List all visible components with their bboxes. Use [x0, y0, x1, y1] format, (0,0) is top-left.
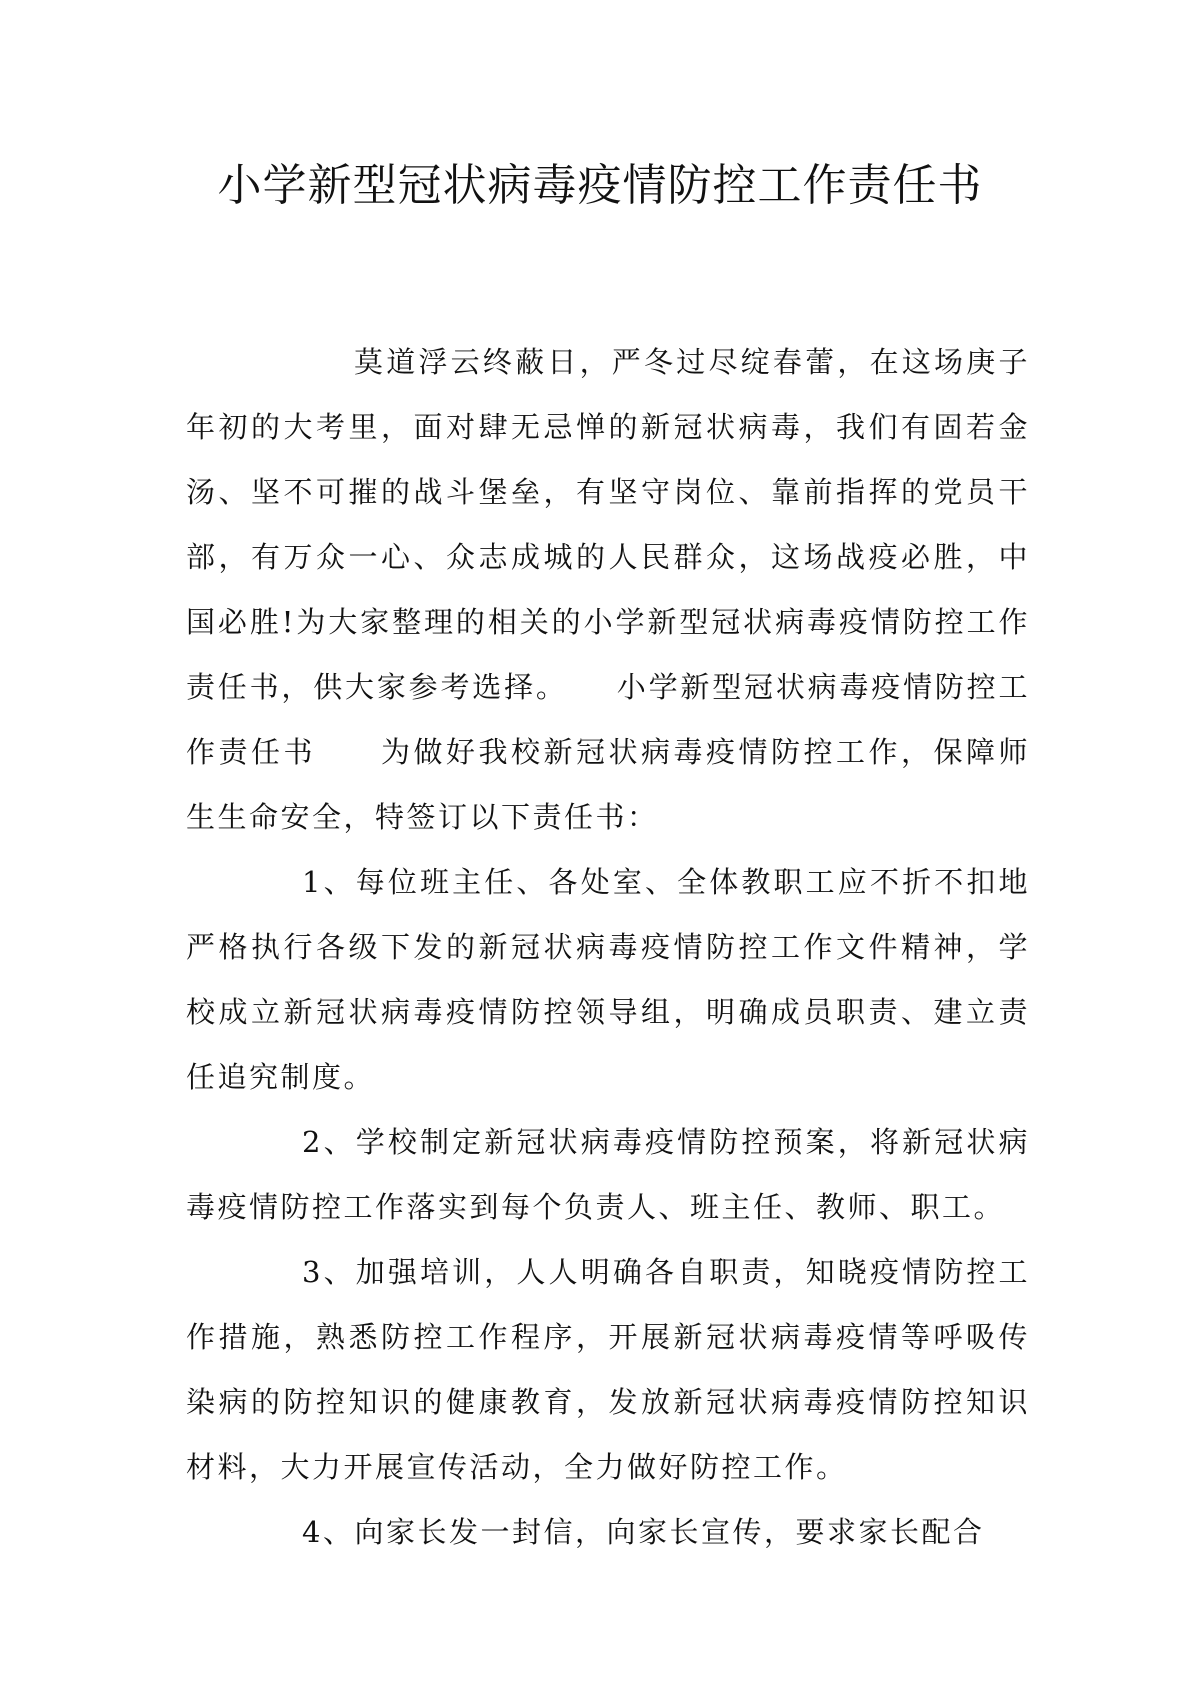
document-body: [186, 330, 1030, 1565]
intro-paragraph: 莫道浮云终蔽日，严冬过尽绽春蕾，在这场庚子年初的大考里，面对肆无忌惮的新冠状病毒，我们有固若金汤、坚不可摧的战斗堡垒，有坚守岗位、靠前指挥的党员干部，有万众一心、众志成城的人民群众，这场战疫必胜，中国必胜!为大家整理的相关的小学新型冠状病毒疫情防控工作责任书，供大家参考选择。 小学新型冠状病毒疫情防控工作责任书 为做好我校新冠状病毒疫情防控工作，保障师生生命安全，特签订以下责任书：: [186, 345, 1030, 834]
item-paragraph-2: 2、学校制定新冠状病毒疫情防控预案，将新冠状病毒疫情防控工作落实到每个负责人、班主任、教师、职工。: [186, 1125, 1030, 1224]
document-title: 小学新型冠状病毒疫情防控工作责任书: [217, 160, 983, 211]
item-paragraph-3: 3、加强培训，人人明确各自职责，知晓疫情防控工作措施，熟悉防控工作程序，开展新冠状病毒疫情等呼吸传染病的防控知识的健康教育，发放新冠状病毒疫情防控知识材料，大力开展宣传活动，全力做好防控工作。: [186, 1255, 1030, 1484]
item-paragraph-4: 4、向家长发一封信，向家长宣传，要求家长配合: [302, 1515, 985, 1549]
item-paragraph-1: 1、每位班主任、各处室、全体教职工应不折不扣地严格执行各级下发的新冠状病毒疫情防控工作文件精神，学校成立新冠状病毒疫情防控领导组，明确成员职责、建立责任追究制度。: [186, 865, 1030, 1094]
